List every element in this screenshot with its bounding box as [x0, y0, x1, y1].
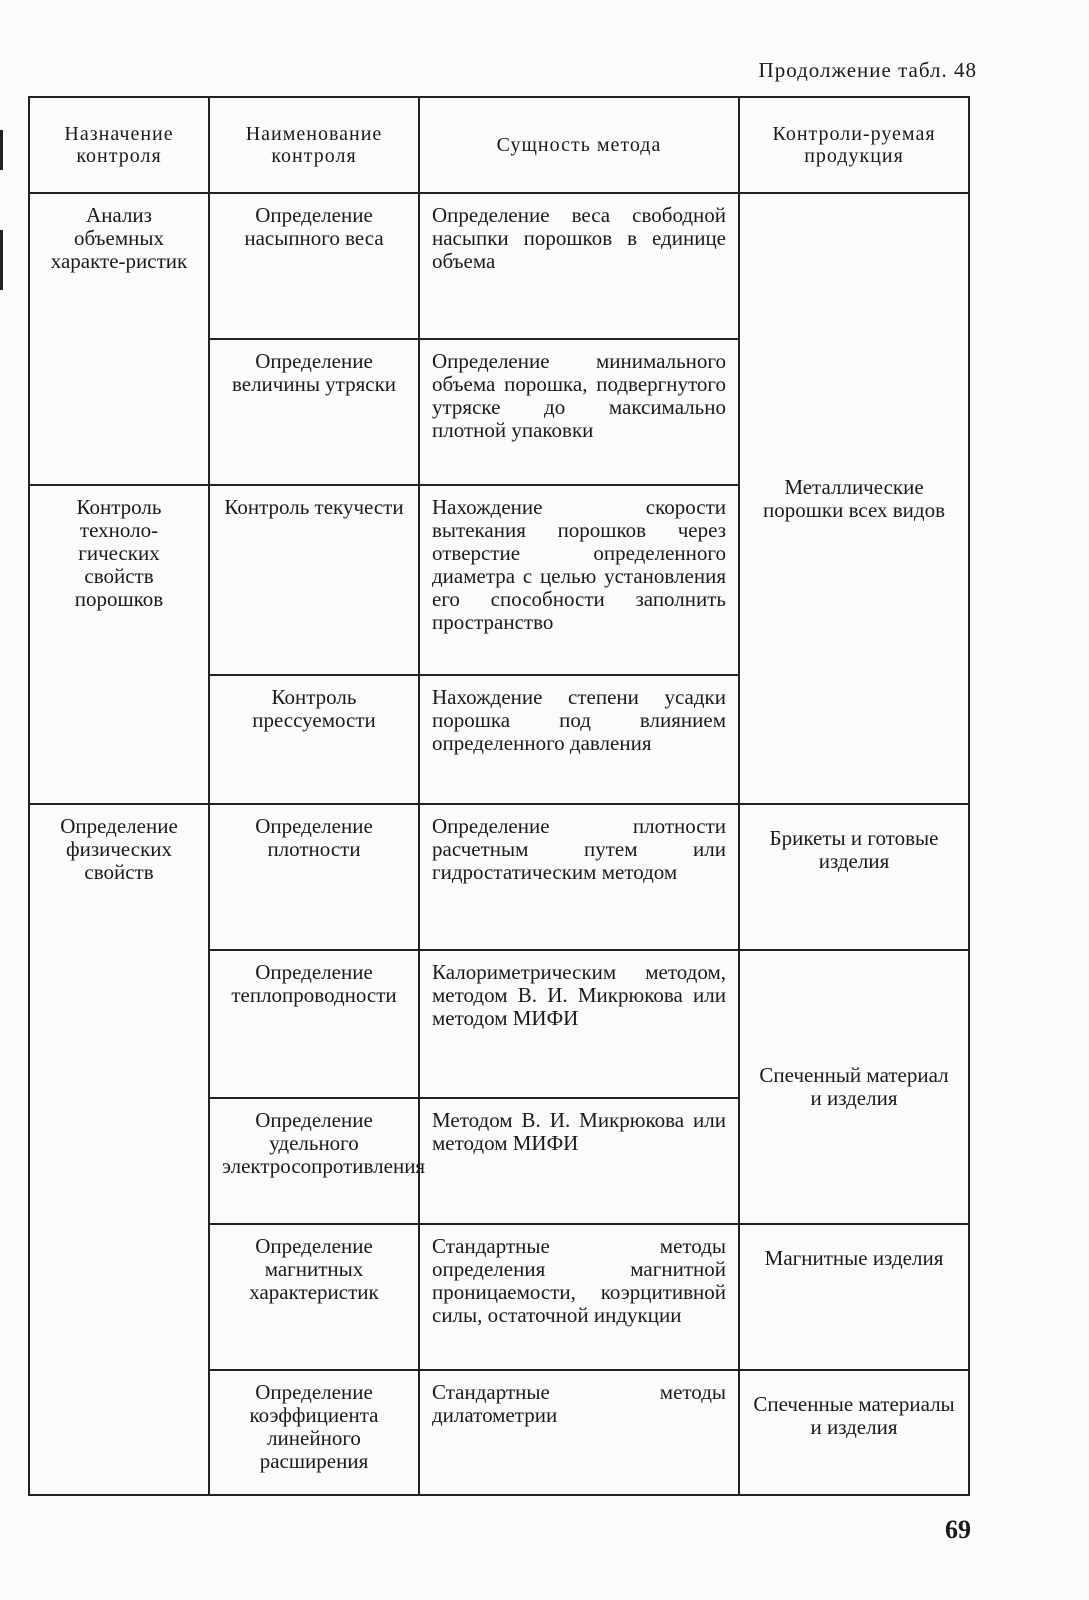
method-essence: Калориметрическим методом, методом В. И. Микрюкова или методом МИФИ [419, 950, 739, 1099]
binding-mark [0, 230, 3, 290]
product-cell: Спеченный материал и изделия [739, 950, 969, 1224]
binding-mark [0, 130, 3, 170]
table-row [29, 193, 969, 339]
method-name: Контроль текучести [209, 485, 419, 676]
table-row [29, 804, 969, 950]
method-name: Определение магнитных характеристик [209, 1224, 419, 1371]
group-cell: Определение физических свойств [29, 804, 209, 1495]
method-essence: Нахождение скорости вытекания порошков через отверстие определенного диаметра с целью установления его способности заполнить пространство [419, 485, 739, 676]
product-cell: Брикеты и готовые изделия [739, 804, 969, 950]
header-essence: Сущность метода [419, 97, 739, 193]
header-product: Контроли-руемая продукция [739, 97, 969, 193]
product-cell: Спеченные материалы и изделия [739, 1370, 969, 1495]
control-methods-table [28, 96, 970, 1496]
method-essence: Определение минимального объема порошка, подвергнутого утряске до максимально плотной упаковки [419, 339, 739, 485]
method-name: Контроль прессуемости [209, 675, 419, 804]
group-cell: Анализ объемных характе-ристик [29, 193, 209, 484]
method-name: Определение коэффициента линейного расширения [209, 1370, 419, 1495]
method-name: Определение насыпного веса [209, 193, 419, 339]
header-purpose: Назначение контроля [29, 97, 209, 193]
method-name: Определение теплопроводности [209, 950, 419, 1099]
method-essence: Методом В. И. Микрюкова или методом МИФИ [419, 1098, 739, 1224]
method-name: Определение величины утряски [209, 339, 419, 485]
table-caption: Продолжение табл. 48 [758, 58, 977, 82]
product-cell: Магнитные изделия [739, 1224, 969, 1371]
method-essence: Нахождение степени усадки порошка под влиянием определенного давления [419, 675, 739, 804]
table-header-row [29, 97, 969, 193]
page-number: 69 [945, 1515, 971, 1544]
group-cell: Контроль техноло-гических свойств порошков [29, 485, 209, 804]
header-name: Наименование контроля [209, 97, 419, 193]
product-cell: Металлические порошки всех видов [739, 193, 969, 804]
method-essence: Стандартные методы определения магнитной проницаемости, коэрцитивной силы, остаточной индукции [419, 1224, 739, 1371]
method-essence: Определение веса свободной насыпки порошков в единице объема [419, 193, 739, 339]
method-essence: Определение плотности расчетным путем или гидростатическим методом [419, 804, 739, 950]
method-essence: Стандартные методы дилатометрии [419, 1370, 739, 1495]
method-name: Определение плотности [209, 804, 419, 950]
method-name: Определение удельного электросопротивления [209, 1098, 419, 1224]
